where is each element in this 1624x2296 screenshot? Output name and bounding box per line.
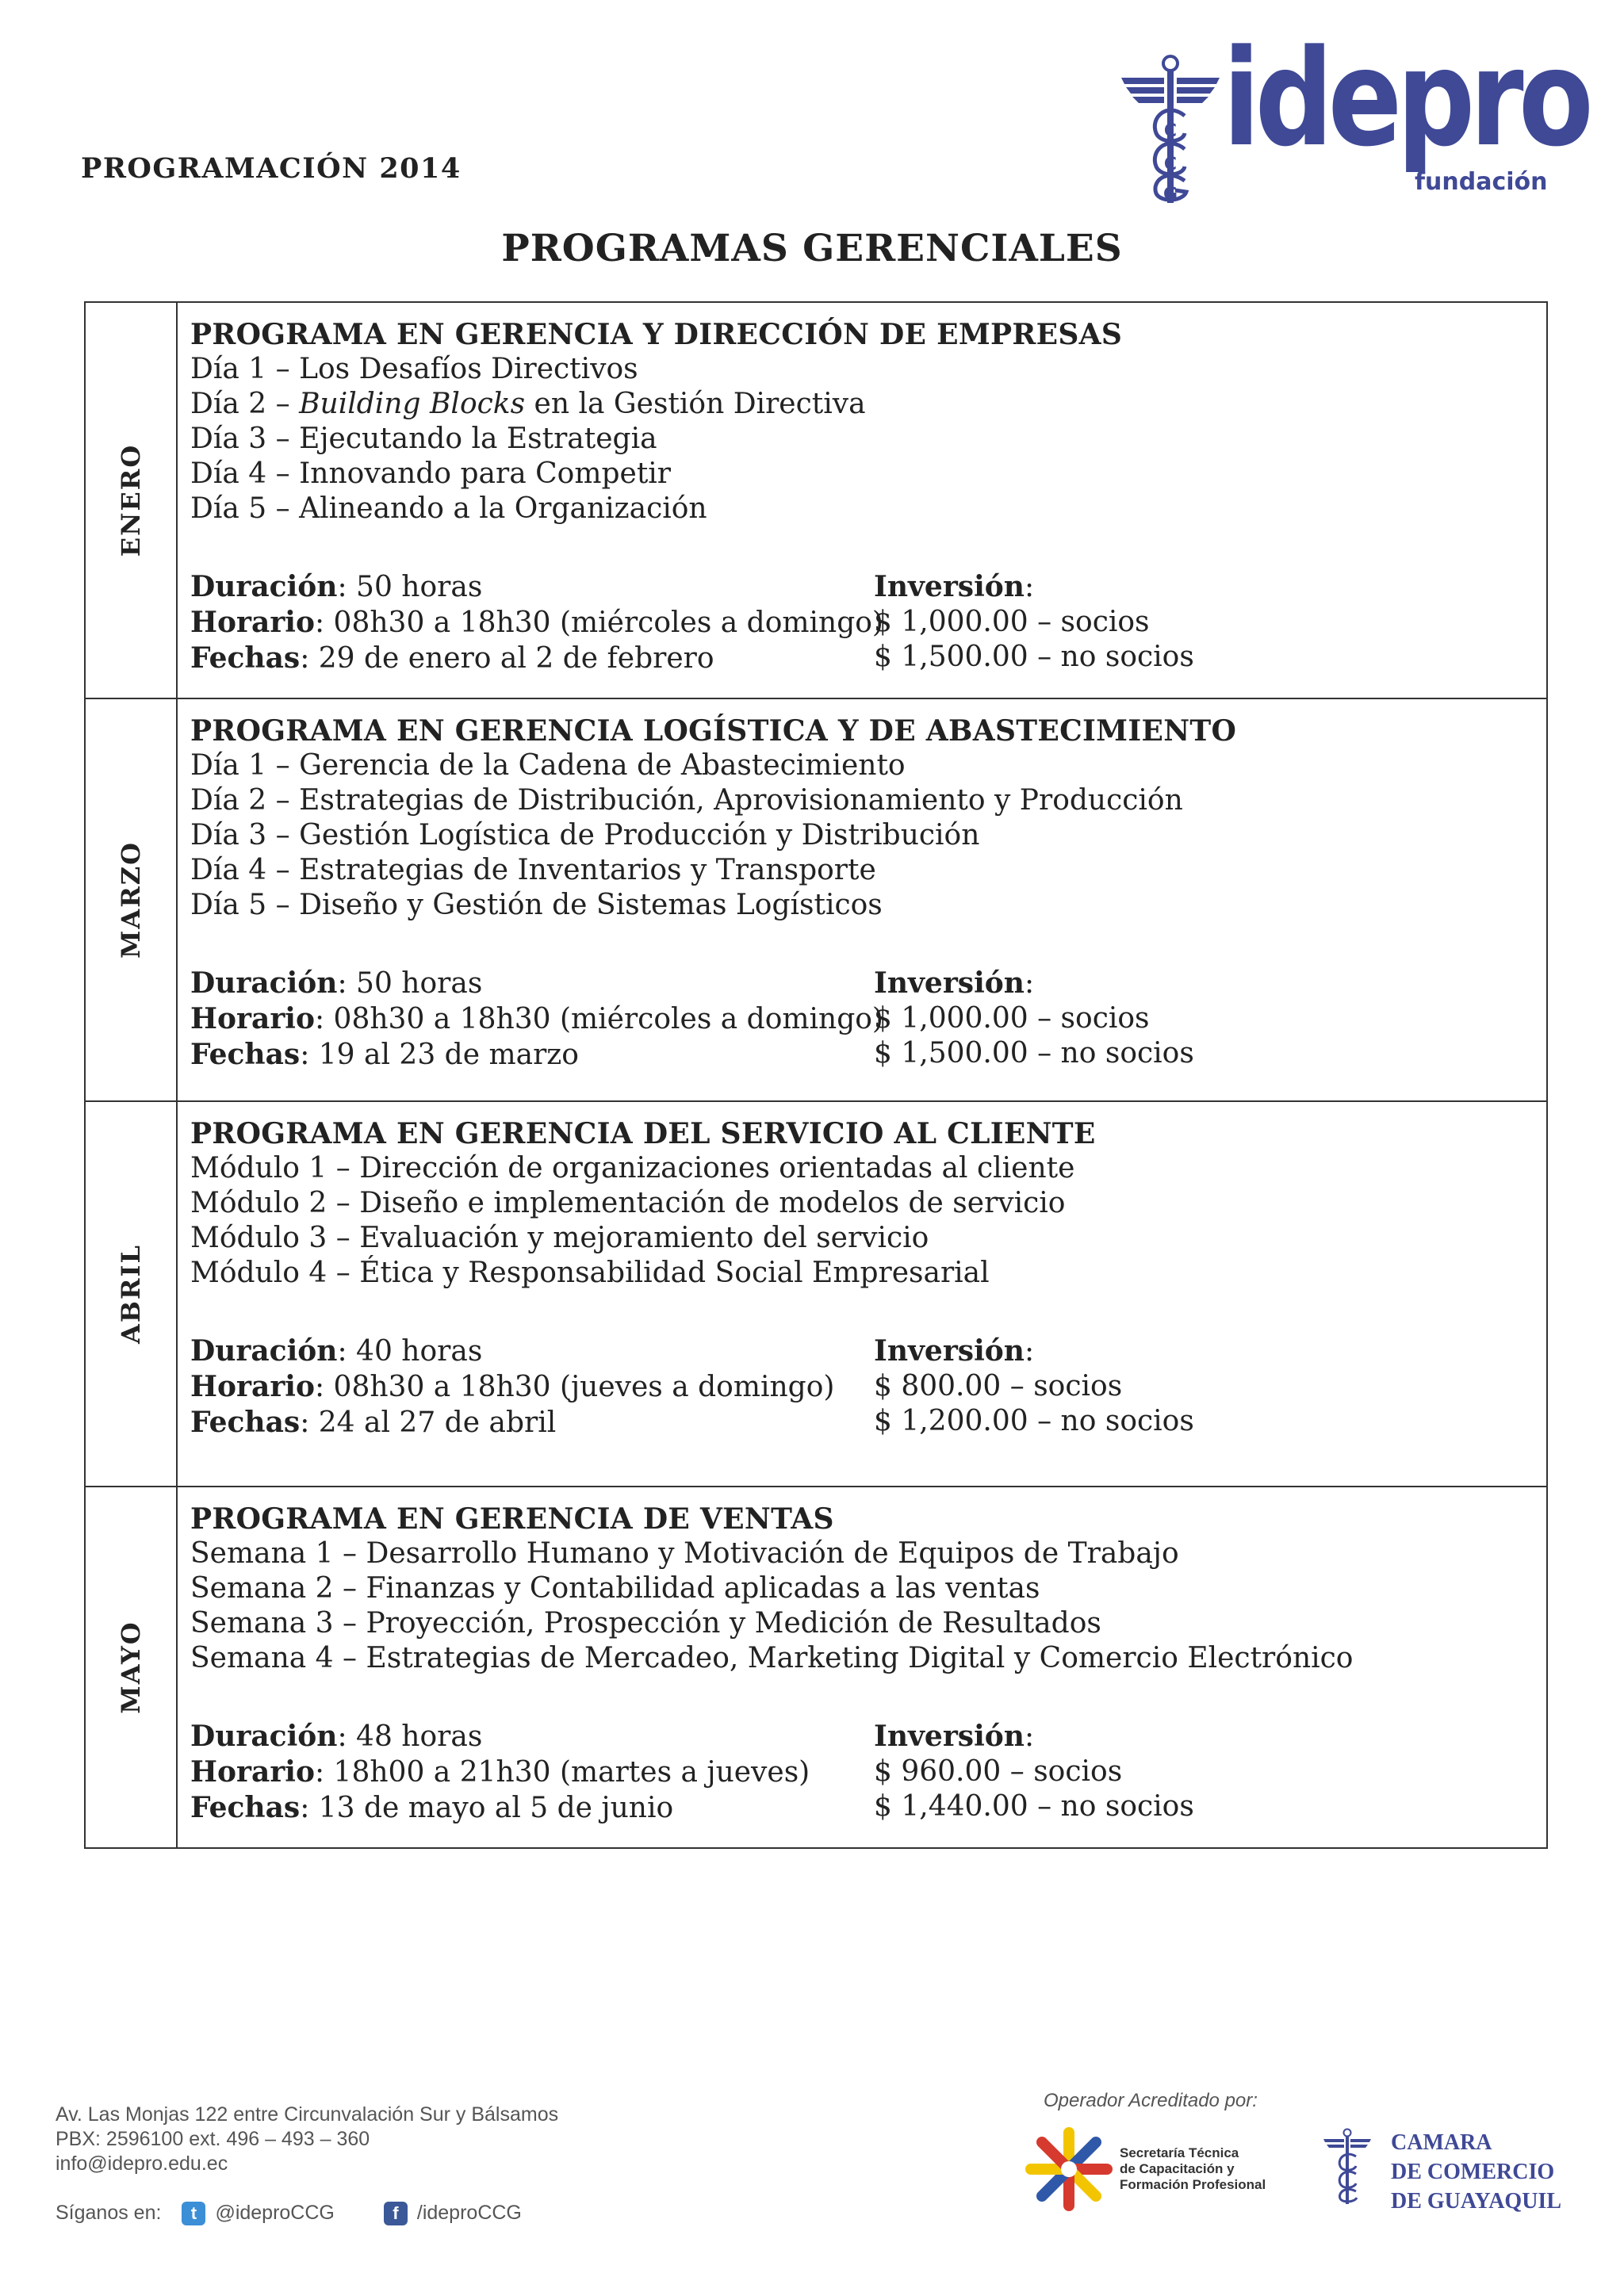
program-investment [874, 966, 1194, 1071]
dates-label: Fechas [190, 1791, 301, 1824]
emblem-letter: C [1163, 121, 1178, 141]
program-content [190, 317, 1530, 674]
investment-label: Inversión [874, 1720, 1025, 1753]
social-links [56, 2201, 522, 2225]
price-non-members: $ 1,500.00 – no socios [874, 1037, 1194, 1070]
investment-line [874, 1334, 1194, 1369]
program-item: Semana 2 – Finanzas y Contabilidad aplicadas a las ventas [190, 1572, 1040, 1605]
phone: PBX: 2596100 ext. 496 – 493 – 360 [56, 2128, 370, 2150]
secap-text [1120, 2145, 1266, 2193]
duration-value: : 50 horas [337, 571, 483, 603]
program-item: Día 5 – Alineando a la Organización [190, 492, 707, 525]
program-item: Semana 4 – Estrategias de Mercadeo, Marketing Digital y Comercio Electrónico [190, 1642, 1354, 1674]
schedule-value: : 08h30 a 18h30 (jueves a domingo) [314, 1371, 835, 1403]
idepro-logo [1120, 21, 1589, 208]
program-item-prefix: Día 2 – [190, 388, 300, 420]
price-non-members: $ 1,440.00 – no socios [874, 1790, 1194, 1823]
dates-label: Fechas [190, 641, 301, 675]
logo-subtext: fundación [1415, 168, 1548, 196]
caduceus-emblem-icon [1120, 54, 1221, 205]
address: Av. Las Monjas 122 entre Circunvalación Sur y Bálsamos [56, 2103, 559, 2126]
schedule-value: : 08h30 a 18h30 (miércoles a domingo) [314, 607, 883, 639]
schedule-label: Horario [190, 1370, 315, 1403]
program-title: PROGRAMA EN GERENCIA LOGÍSTICA Y DE ABASTECIMIENTO [190, 714, 1237, 748]
duration-line [190, 569, 883, 605]
price-non-members: $ 1,500.00 – no socios [874, 641, 1194, 673]
program-item: Módulo 3 – Evaluación y mejoramiento del servicio [190, 1222, 929, 1254]
chamber-line: CAMARA [1391, 2130, 1492, 2155]
schedule-line [190, 1369, 834, 1405]
program-item: Módulo 4 – Ética y Responsabilidad Social Empresarial [190, 1257, 990, 1289]
email-link[interactable]: info@idepro.edu.ec [56, 2152, 228, 2175]
program-item: Semana 1 – Desarrollo Humano y Motivación de Equipos de Trabajo [190, 1537, 1179, 1570]
program-item: Módulo 2 – Diseño e implementación de modelos de servicio [190, 1187, 1066, 1219]
program-investment [874, 569, 1194, 675]
schedule-value: : 18h00 a 21h30 (martes a jueves) [314, 1756, 810, 1789]
logo-wordmark: idepro [1223, 21, 1589, 176]
chamber-caduceus-icon [1323, 2128, 1372, 2206]
dates-line [190, 641, 883, 676]
month-cell [86, 1487, 178, 1847]
month-label: ENERO [116, 443, 146, 557]
dates-line [190, 1790, 810, 1826]
program-logistics [190, 966, 883, 1073]
month-row-enero [86, 303, 1546, 699]
program-title: PROGRAMA EN GERENCIA DEL SERVICIO AL CLIENTE [190, 1117, 1096, 1150]
emblem-letter: C [1163, 155, 1178, 174]
program-item: Día 4 – Innovando para Competir [190, 457, 672, 490]
month-cell [86, 303, 178, 698]
chamber-line: DE COMERCIO [1391, 2160, 1555, 2184]
program-investment [874, 1334, 1194, 1439]
program-item: Día 3 – Ejecutando la Estrategia [190, 423, 657, 455]
investment-colon: : [1024, 1720, 1035, 1753]
month-row-marzo [86, 699, 1546, 1102]
page-title: PROGRAMAS GERENCIALES [501, 227, 1123, 270]
dates-value: : 29 de enero al 2 de febrero [300, 642, 714, 675]
year-label: PROGRAMACIÓN 2014 [81, 152, 462, 185]
program-item: Módulo 1 – Dirección de organizaciones orientadas al cliente [190, 1152, 1075, 1184]
price-members: $ 1,000.00 – socios [874, 606, 1150, 638]
investment-line [874, 966, 1194, 1001]
duration-label: Duración [190, 570, 338, 603]
price-members: $ 1,000.00 – socios [874, 1002, 1150, 1035]
program-item: Día 1 – Gerencia de la Cadena de Abastecimiento [190, 749, 906, 782]
month-label: MAYO [116, 1621, 146, 1714]
program-item: Día 1 – Los Desafíos Directivos [190, 353, 638, 385]
duration-line [190, 966, 883, 1001]
program-content [190, 1502, 1530, 1823]
program-content [190, 714, 1530, 1070]
investment-label: Inversión [874, 966, 1025, 1000]
duration-line [190, 1334, 834, 1369]
dates-value: : 19 al 23 de marzo [300, 1039, 579, 1071]
program-item [190, 387, 1530, 422]
month-cell [86, 699, 178, 1100]
dates-value: : 13 de mayo al 5 de junio [300, 1792, 674, 1824]
chamber-name [1391, 2128, 1561, 2216]
program-item: Día 4 – Estrategias de Inventarios y Transporte [190, 854, 876, 886]
accredited-label: Operador Acreditado por: [1044, 2090, 1258, 2111]
month-label: ABRIL [116, 1244, 146, 1344]
twitter-icon[interactable]: t [182, 2202, 205, 2225]
program-schedule-table [84, 301, 1548, 1849]
program-title: PROGRAMA EN GERENCIA Y DIRECCIÓN DE EMPRESAS [190, 318, 1123, 351]
contact-block [56, 2103, 558, 2176]
secap-line: Formación Profesional [1120, 2177, 1266, 2192]
program-item: Día 2 – Estrategias de Distribución, Aprovisionamiento y Producción [190, 784, 1183, 817]
secap-line: de Capacitación y [1120, 2161, 1235, 2176]
price-members: $ 800.00 – socios [874, 1370, 1123, 1402]
schedule-line [190, 1755, 810, 1790]
duration-value: : 50 horas [337, 967, 483, 1000]
dates-value: : 24 al 27 de abril [300, 1406, 557, 1439]
month-row-mayo [86, 1487, 1546, 1847]
duration-value: : 40 horas [337, 1335, 483, 1368]
program-details [190, 966, 1530, 1070]
program-investment [874, 1719, 1194, 1824]
program-content [190, 1116, 1530, 1438]
schedule-line [190, 1001, 883, 1037]
facebook-handle[interactable]: /ideproCCG [416, 2202, 522, 2224]
month-cell [86, 1102, 178, 1486]
program-details [190, 1334, 1530, 1438]
program-logistics [190, 1719, 810, 1826]
dates-label: Fechas [190, 1038, 301, 1071]
investment-label: Inversión [874, 570, 1025, 603]
chamber-line: DE GUAYAQUIL [1391, 2189, 1561, 2214]
program-title: PROGRAMA EN GERENCIA DE VENTAS [190, 1502, 834, 1536]
program-logistics [190, 1334, 834, 1441]
duration-label: Duración [190, 966, 338, 1000]
duration-line [190, 1719, 810, 1755]
program-logistics [190, 569, 883, 676]
emblem-letter: G [1162, 185, 1178, 205]
program-item: Semana 3 – Proyección, Prospección y Medición de Resultados [190, 1607, 1101, 1640]
investment-label: Inversión [874, 1334, 1025, 1368]
facebook-icon[interactable]: f [384, 2202, 408, 2225]
dates-line [190, 1405, 834, 1441]
program-details [190, 569, 1530, 674]
investment-colon: : [1024, 967, 1035, 1000]
dates-line [190, 1037, 883, 1073]
program-item: Día 3 – Gestión Logística de Producción y Distribución [190, 819, 980, 851]
duration-label: Duración [190, 1720, 338, 1753]
program-item-emphasis: Building Blocks [299, 388, 526, 420]
twitter-handle[interactable]: @ideproCCG [215, 2202, 335, 2224]
price-members: $ 960.00 – socios [874, 1755, 1123, 1788]
schedule-label: Horario [190, 1755, 315, 1789]
price-non-members: $ 1,200.00 – no socios [874, 1405, 1194, 1437]
month-label: MARZO [116, 840, 146, 959]
program-item-suffix: en la Gestión Directiva [525, 388, 866, 420]
dates-label: Fechas [190, 1406, 301, 1439]
schedule-label: Horario [190, 1002, 315, 1035]
investment-colon: : [1024, 571, 1035, 603]
investment-line [874, 1719, 1194, 1755]
schedule-label: Horario [190, 606, 315, 639]
schedule-value: : 08h30 a 18h30 (miércoles a domingo) [314, 1003, 883, 1035]
investment-line [874, 569, 1194, 605]
duration-value: : 48 horas [337, 1720, 483, 1753]
month-row-abril [86, 1102, 1546, 1487]
program-item: Día 5 – Diseño y Gestión de Sistemas Logísticos [190, 889, 883, 921]
secap-logo-icon [1025, 2125, 1113, 2214]
follow-label: Síganos en: [56, 2202, 162, 2224]
investment-colon: : [1024, 1335, 1035, 1368]
duration-label: Duración [190, 1334, 338, 1368]
secap-line: Secretaría Técnica [1120, 2145, 1239, 2160]
schedule-line [190, 605, 883, 641]
program-details [190, 1719, 1530, 1823]
